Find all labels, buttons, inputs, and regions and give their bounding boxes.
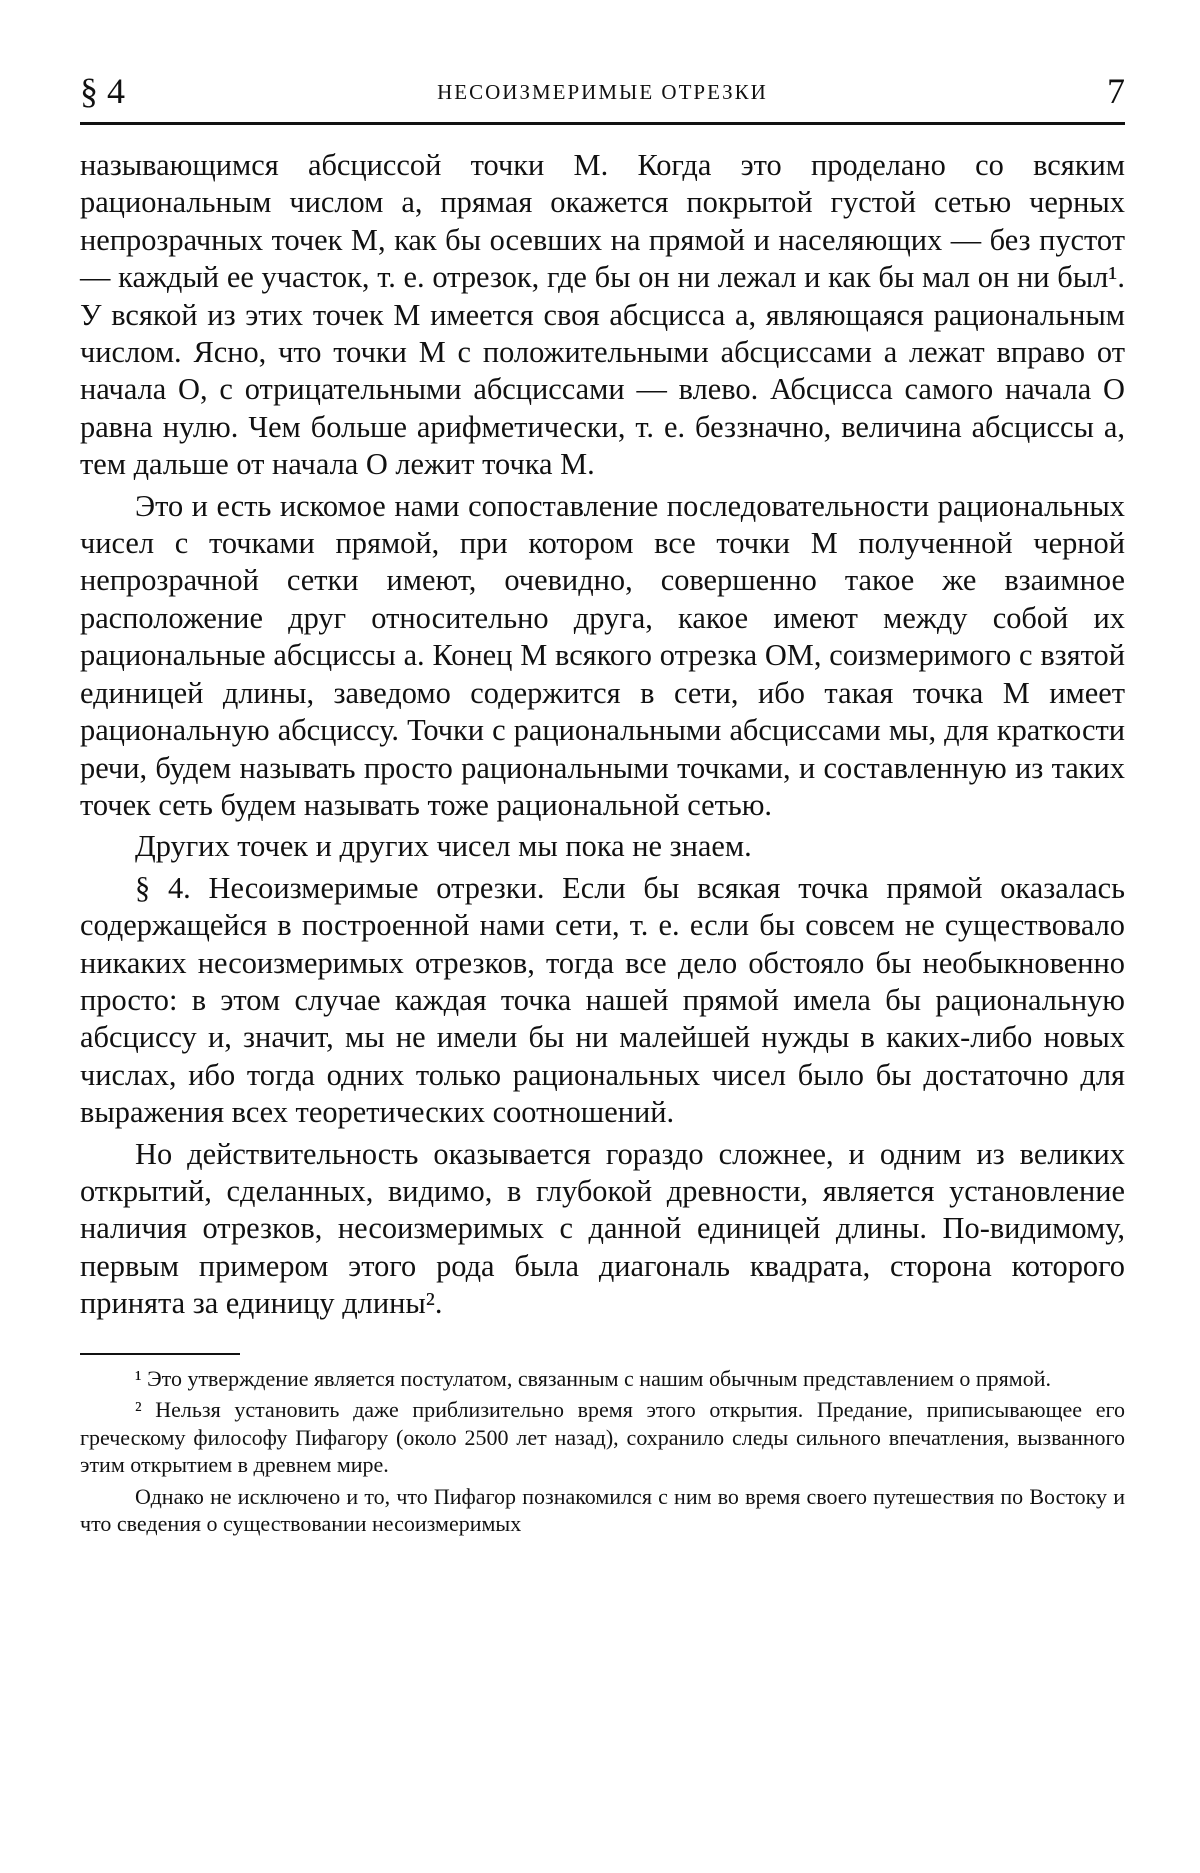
paragraph-3: Других точек и других чисел мы пока не знаем. bbox=[135, 829, 752, 864]
page-number: 7 bbox=[1107, 71, 1125, 111]
paragraph-1: называющимся абсциссой точки M. Когда это проделано со всяким рациональным числом a, прямая окажется покрытой густой сетью черных непрозрачных точек M, как бы осевших на прямой и населяющих — без пустот — каждый ее участок, т. е. отрезок, где бы он ни лежал и как бы мал он ни был¹. У всякой из этих точек M имеется своя абсцисса a, являющаяся рациональным числом. Ясно, что точки M с положительными абсциссами a лежат вправо от начала O, с отрицательными абсциссами — влево. Абсцисса самого начала O равна нулю. Чем больше арифметически, т. е. беззначно, величина абсциссы a, тем дальше от начала O лежит точка M. bbox=[80, 148, 1125, 482]
paragraph-2: Это и есть искомое нами сопоставление последовательности рациональных чисел с точками прямой, при котором все точки M полученной черной непрозрачной сетки имеют, очевидно, совершенно такое же взаимное расположение друг относительно друга, какое имеют между собой их рациональные абсциссы a. Конец M всякого отрезка OM, соизмеримого с взятой единицей длины, заведомо содержится в сети, ибо такая точка M имеет рациональную абсциссу. Точки с рациональными абсциссами мы, для краткости речи, будем называть просто рациональными точками, и составленную из таких точек сеть будем называть тоже рациональной сетью. bbox=[80, 488, 1125, 822]
paragraph-4-section-4: § 4. Несоизмеримые отрезки. Если бы всякая точка прямой оказалась содержащейся в построенной нами сети, т. е. если бы совсем не существовало никаких несоизмеримых отрезков, тогда все дело обстояло бы необыкновенно просто: в этом случае каждая точка нашей прямой имела бы рациональную абсциссу и, значит, мы не имели бы ни малейшей нужды в каких-либо новых числах, ибо тогда одних только рациональных чисел было бы достаточно для выражения всех теоретических соотношений. bbox=[80, 870, 1125, 1130]
footnote-2: ² Нельзя установить даже приблизительно время этого открытия. Предание, приписывающее его греческому философу Пифагору (около 2500 лет назад), сохранило следы сильного впечатления, вызванного этим открытием в древнем мире. bbox=[80, 1397, 1125, 1478]
footnote-2-continued: Однако не исключено и то, что Пифагор познакомился с ним во время своего путешествия по Востоку и что сведения о существовании несоизмеримых bbox=[80, 1483, 1125, 1537]
section-number: § 4 bbox=[80, 71, 125, 111]
book-page bbox=[80, 70, 1125, 1542]
footnotes bbox=[80, 1365, 1125, 1538]
paragraph-5: Но действительность оказывается гораздо сложнее, и одним из великих открытий, сделанных, видимо, в глубокой древности, является установление наличия отрезков, несоизмеримых с данной единицей длины. По-видимому, первым примером этого рода была диагональ квадрата, сторона которого принята за единицу длины². bbox=[80, 1136, 1125, 1321]
footnote-rule bbox=[80, 1353, 240, 1355]
main-text bbox=[80, 147, 1125, 1323]
footnote-1: ¹ Это утверждение является постулатом, связанным с нашим обычным представлением о прямой. bbox=[135, 1365, 1051, 1391]
header-rule bbox=[80, 122, 1125, 125]
running-title: НЕСОИЗМЕРИМЫЕ ОТРЕЗКИ bbox=[437, 80, 768, 104]
running-header bbox=[80, 70, 1125, 114]
